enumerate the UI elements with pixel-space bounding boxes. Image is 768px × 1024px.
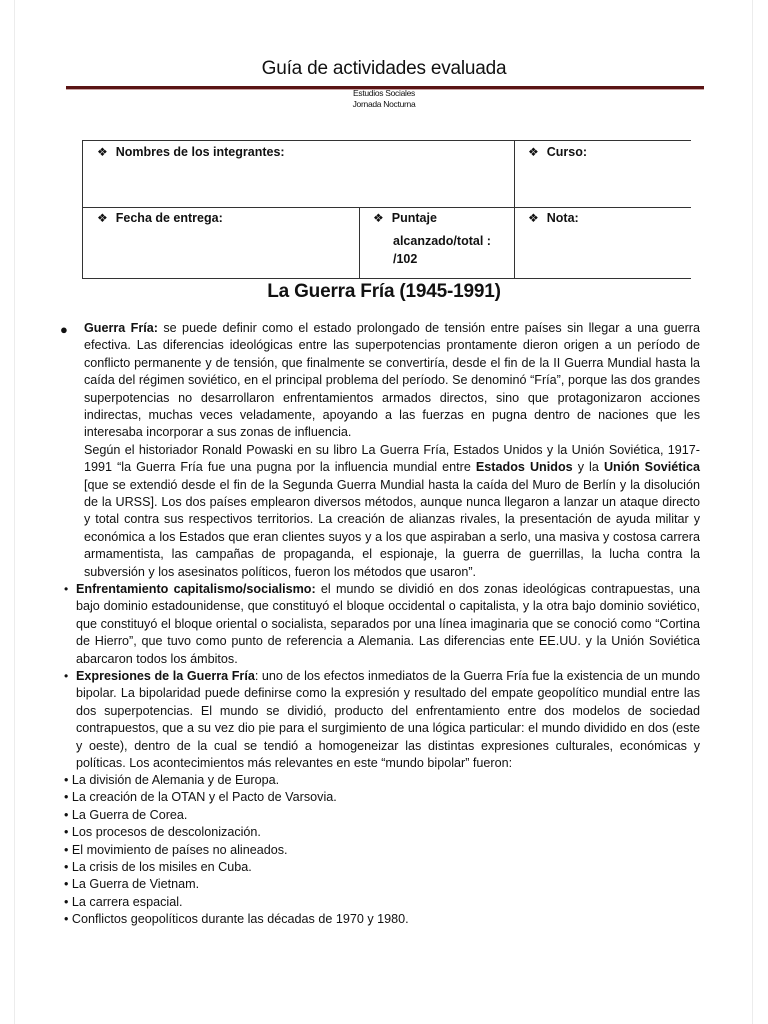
bullet-icon: • <box>64 669 69 683</box>
delivery-date-field[interactable]: ❖ Fecha de entrega: <box>97 211 223 225</box>
diamond-bullet-icon: ❖ <box>97 145 108 159</box>
table-col-divider <box>514 141 515 278</box>
events-list <box>64 772 664 929</box>
list-item: • La Guerra de Corea. <box>64 807 188 822</box>
document-title: Guía de actividades evaluada <box>261 58 507 79</box>
term-guerra-fria: Guerra Fría: <box>84 321 158 335</box>
score-field[interactable]: ❖ Puntaje <box>373 211 437 225</box>
page-edge-left <box>14 0 15 1024</box>
diamond-bullet-icon: ❖ <box>97 211 108 225</box>
term-estados-unidos: Estados Unidos <box>475 460 573 475</box>
paragraph-guerra-fria: Guerra Fría: se puede definir como el estado prolongado de tensión entre países sin llegar a una guerra efectiva. Las diferencias ideológicas entre las superpotencias prontamente dieron origen a un período de conflicto permanente y de tensión, que finalmente se convertiría, desde el fin de la II Guerra Mundial hasta la caída del régimen soviético, en el principal problema del período. Se denominó “Fría”, porque las dos grandes superpotencias no desarrollaron enfrentamientos armados directos, sino que protagonizaron acciones indirectas, muchas veces veladamente, apoyando a las fuerzas en pugna dentro de naciones que les interesaba incorporar a sus zonas de influencia. Según el historiador Ronald Powaski en su libro La Guerra Fría, Estados Unidos y la Unión Soviética, 1917-1991 “la Guerra Fría fue una pugna por la influencia mundial entre Estados Unidos y la Unión Soviética [que se extendió desde el fin de la Segunda Guerra Mundial hasta la caída del Muro de Berlín y la disolución de la URSS]. Los dos países emplearon diversos métodos, aunque nunca llegaron a lanzar un ataque directo y total contra sus respectivos territorios. La creación de alianzas rivales, la presentación de ayuda militar y económica a los Estados que eran clientes suyos y a los que aspiraban a serlo, una masiva y costosa carrera armamentista, las campañas de propaganda, el espionaje, la guerra de guerrillas, la lucha contra la subversión y los asesinatos políticos, fueron los métodos que usaron”. <box>84 321 700 579</box>
term-enfrentamiento: Enfrentamiento capitalismo/socialismo: <box>76 582 316 596</box>
course-field[interactable]: ❖ Curso: <box>528 145 588 159</box>
term-union-sovietica: Unión Soviética <box>603 460 700 475</box>
table-col-divider <box>359 207 360 278</box>
score-total: /102 <box>393 252 418 266</box>
list-item: • La división de Alemania y de Europa. <box>64 773 280 787</box>
diamond-bullet-icon: ❖ <box>373 211 384 225</box>
score-label-line2: alcanzado/total : <box>393 234 491 248</box>
diamond-bullet-icon: ❖ <box>528 211 539 225</box>
bullet-icon: ● <box>60 322 68 337</box>
student-info-table <box>82 140 691 279</box>
paragraph-expresiones: Expresiones de la Guerra Fría: uno de los efectos inmediatos de la Guerra Fría fue la existencia de un mundo bipolar. La bipolaridad puede definirse como la expresión y resultado del empate geopolítico mundial entre las dos superpotencias. El mundo se dividió, producto del enfrentamiento entre dos modelos de sociedad contrapuestos, que a su vez dio pie para el surgimiento de una lógica particular: el mundo dividido en dos (este y oeste), dentro de la cual se tendió a homogeneizar las distintas expresiones culturales, económicas y políticas. Los acontecimientos más relevantes en este “mundo bipolar” fueron: <box>76 669 700 771</box>
list-item: • La carrera espacial. <box>64 894 183 909</box>
diamond-bullet-icon: ❖ <box>528 145 539 159</box>
paragraph-enfrentamiento: Enfrentamiento capitalismo/socialismo: el mundo se dividió en dos zonas ideológicas contrapuestas, una bajo dominio estadounidense, que constituyó el bloque occidental o capitalista, y la otra bajo dominio soviético, que constituyó el bloque oriental o socialista, separados por una línea imaginaria que se conoció como “Cortina de Hierro”, que tuvo como punto de referencia a Alemania. Las diferencias ente EE.UU. y la Unión Soviética abarcaron todos los ámbitos. <box>76 582 700 666</box>
list-item: • La Guerra de Vietnam. <box>64 877 200 892</box>
shift-label: Jornada Nocturna <box>352 99 416 109</box>
section-heading: La Guerra Fría (1945-1991) <box>267 281 501 302</box>
bullet-icon: • <box>64 582 69 596</box>
list-item: • Conflictos geopolíticos durante las décadas de 1970 y 1980. <box>64 912 409 927</box>
term-expresiones: Expresiones de la Guerra Fría <box>76 669 255 683</box>
page-edge-right <box>752 0 753 1024</box>
list-item: • La crisis de los misiles en Cuba. <box>64 859 252 874</box>
list-item: • Los procesos de descolonización. <box>64 825 261 840</box>
subject-label: Estudios Sociales <box>353 88 415 98</box>
names-field[interactable]: ❖ Nombres de los integrantes: <box>97 145 285 159</box>
list-item: • El movimiento de países no alineados. <box>64 842 288 857</box>
list-item: • La creación de la OTAN y el Pacto de Varsovia. <box>64 790 337 805</box>
grade-field[interactable]: ❖ Nota: <box>528 211 579 225</box>
